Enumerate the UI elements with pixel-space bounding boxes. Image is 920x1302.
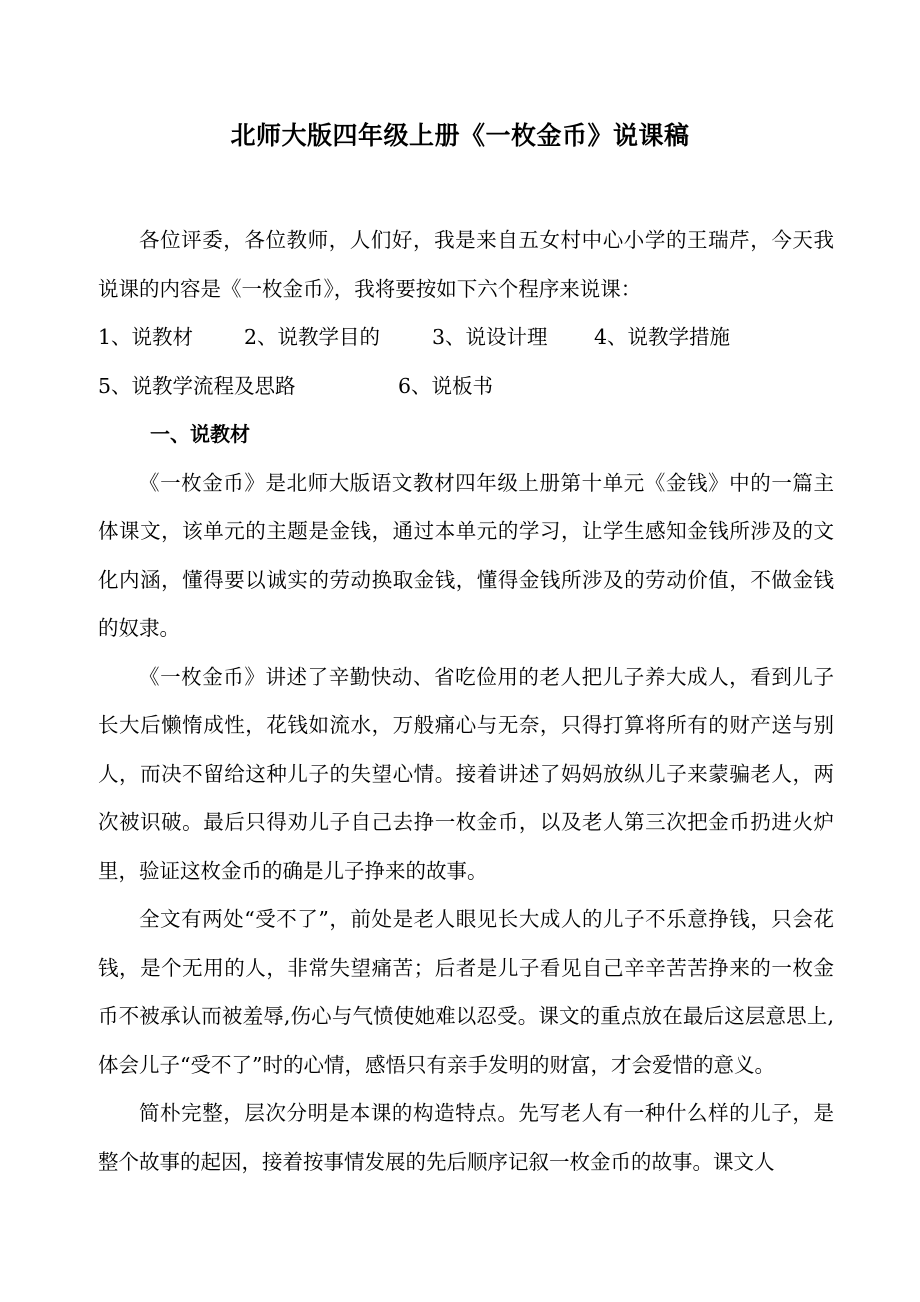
outline-item-2: 2、说教学目的 xyxy=(244,325,381,349)
document-title: 北师大版四年级上册《一枚金币》说课稿 xyxy=(230,121,690,150)
outline-item-6: 6、说板书 xyxy=(398,373,494,398)
outline-row-1 xyxy=(98,313,834,362)
outline-item-3: 3、说设计理 xyxy=(432,325,548,349)
outline-item-4: 4、说教学措施 xyxy=(594,325,731,349)
body-paragraph: 《一枚金币》是北师大版语文教材四年级上册第十单元《金钱》中的一篇主体课文，该单元的主题是金钱，通过本单元的学习，让学生感知金钱所涉及的文化内涵，懂得要以诚实的劳动换取金钱，懂得金钱所涉及的劳动价值，不做金钱的奴隶。 xyxy=(98,470,834,640)
intro-paragraph: 各位评委，各位教师，人们好，我是来自五女村中心小学的王瑞芹，今天我说课的内容是《一枚金币》，我将要按如下六个程序来说课： xyxy=(98,228,834,301)
body-paragraph: 全文有两处“受不了”，前处是老人眼见长大成人的儿子不乐意挣钱，只会花钱，是个无用的人，非常失望痛苦；后者是儿子看见自己辛辛苦苦挣来的一枚金币不被承认而被羞辱,伤心与气愤使她难以忍受。课文的重点放在最后这层意思上,体会儿子“受不了”时的心情，感悟只有亲手发明的财富，才会爱惜的意义。 xyxy=(98,907,834,1077)
outline-item-5: 5、说教学流程及思路 xyxy=(98,373,296,398)
outline-row-2 xyxy=(98,362,834,411)
body-paragraph: 简朴完整，层次分明是本课的构造特点。先写老人有一种什么样的儿子，是整个故事的起因，接着按事情发展的先后顺序记叙一枚金币的故事。课文人 xyxy=(98,1101,834,1174)
body-paragraph: 《一枚金币》讲述了辛勤快动、省吃俭用的老人把儿子养大成人，看到儿子长大后懒惰成性，花钱如流水，万般痛心与无奈，只得打算将所有的财产送与别人，而决不留给这种儿子的失望心情。接着讲述了妈妈放纵儿子来蒙骗老人，两次被识破。最后只得劝儿子自己去挣一枚金币，以及老人第三次把金币扔进火炉里，验证这枚金币的确是儿子挣来的故事。 xyxy=(98,664,834,883)
section-heading: 一、说教材 xyxy=(150,422,250,446)
document-body xyxy=(98,216,834,1186)
outline-item-1: 1、说教材 xyxy=(98,325,194,349)
